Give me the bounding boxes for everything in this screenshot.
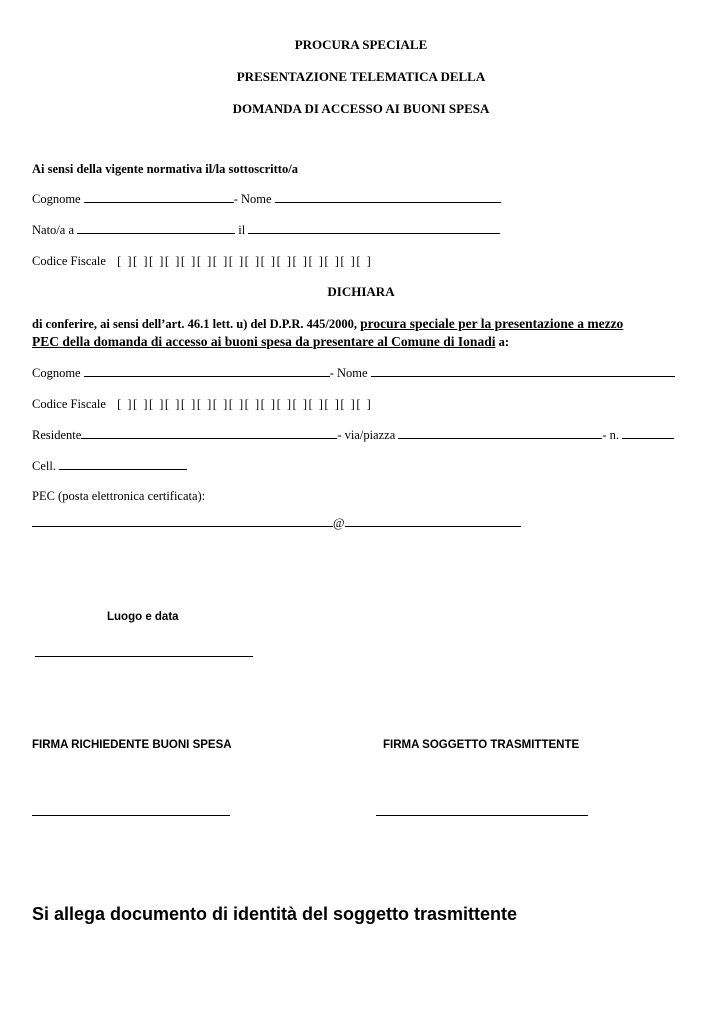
cognome2-field[interactable] (84, 366, 330, 377)
cell-field[interactable] (59, 459, 187, 470)
pec-user-field[interactable] (32, 516, 333, 527)
person1-name-row (32, 192, 501, 207)
signature-right-line[interactable] (376, 815, 588, 816)
procura-text-part3: PEC della domanda di accesso ai buoni spesa da presentare al Comune di Ionadi (32, 334, 496, 349)
pec-row (32, 516, 521, 531)
pec-domain-field[interactable] (345, 516, 521, 527)
residente-field[interactable] (81, 428, 337, 439)
cf-label: Codice Fiscale (32, 254, 106, 268)
place-date-line[interactable] (35, 656, 253, 657)
nome-label: - Nome (233, 192, 272, 206)
birth-date-field[interactable] (248, 223, 500, 234)
nato-field[interactable] (77, 223, 235, 234)
cf2-boxes[interactable]: [ ][ ][ ][ ][ ][ ][ ][ ][ ][ ][ ][ ][ ][ ][ ][ ] (117, 397, 373, 411)
at-sign: @ (333, 516, 345, 530)
procura-text-part1: di conferire, ai sensi dell’art. 46.1 lett. u) del D.P.R. 445/2000, (32, 317, 357, 331)
il-label: il (238, 223, 246, 237)
cognome-label: Cognome (32, 192, 81, 206)
person2-address-row (32, 428, 674, 443)
doc-subtitle-2: DOMANDA DI ACCESSO AI BUONI SPESA (232, 101, 490, 116)
via-field[interactable] (398, 428, 602, 439)
dichiara-heading: DICHIARA (327, 284, 395, 299)
place-date-label: Luogo e data (107, 611, 179, 623)
nome-field[interactable] (275, 192, 501, 203)
signature-right-label: FIRMA SOGGETTO TRASMITTENTE (383, 739, 580, 751)
procura-text-part4: a: (498, 335, 509, 349)
intro-text: Ai sensi della vigente normativa il/la sottoscritto/a (32, 162, 298, 176)
cell-label: Cell. (32, 459, 56, 473)
civic-number-field[interactable] (622, 428, 674, 439)
cf2-label: Codice Fiscale (32, 397, 106, 411)
person2-cf-row (32, 397, 372, 412)
residente-label: Residente (32, 428, 82, 442)
signature-left-line[interactable] (32, 815, 230, 816)
cognome-field[interactable] (84, 192, 234, 203)
doc-title: PROCURA SPECIALE (294, 37, 428, 52)
via-label: - via/piazza (337, 428, 396, 442)
nato-label: Nato/a a (32, 223, 74, 237)
signature-left-label: FIRMA RICHIEDENTE BUONI SPESA (32, 739, 232, 751)
cognome2-label: Cognome (32, 366, 81, 380)
doc-subtitle-1: PRESENTAZIONE TELEMATICA DELLA (236, 69, 486, 84)
person2-name-row (32, 366, 675, 381)
nome2-label: - Nome (329, 366, 368, 380)
procura-paragraph-line1 (32, 316, 623, 332)
n-label: - n. (602, 428, 620, 442)
cf-boxes[interactable]: [ ][ ][ ][ ][ ][ ][ ][ ][ ][ ][ ][ ][ ][ ][ ][ ] (117, 254, 373, 268)
nome2-field[interactable] (371, 366, 675, 377)
procura-text-part2: procura speciale per la presentazione a mezzo (360, 316, 624, 331)
person1-cf-row (32, 254, 372, 269)
pec-label: PEC (posta elettronica certificata): (32, 489, 206, 503)
attachment-note: Si allega documento di identità del soggetto trasmittente (32, 904, 518, 924)
procura-paragraph-line2 (32, 334, 509, 350)
person2-cell-row (32, 459, 187, 474)
person1-birth-row (32, 223, 500, 238)
